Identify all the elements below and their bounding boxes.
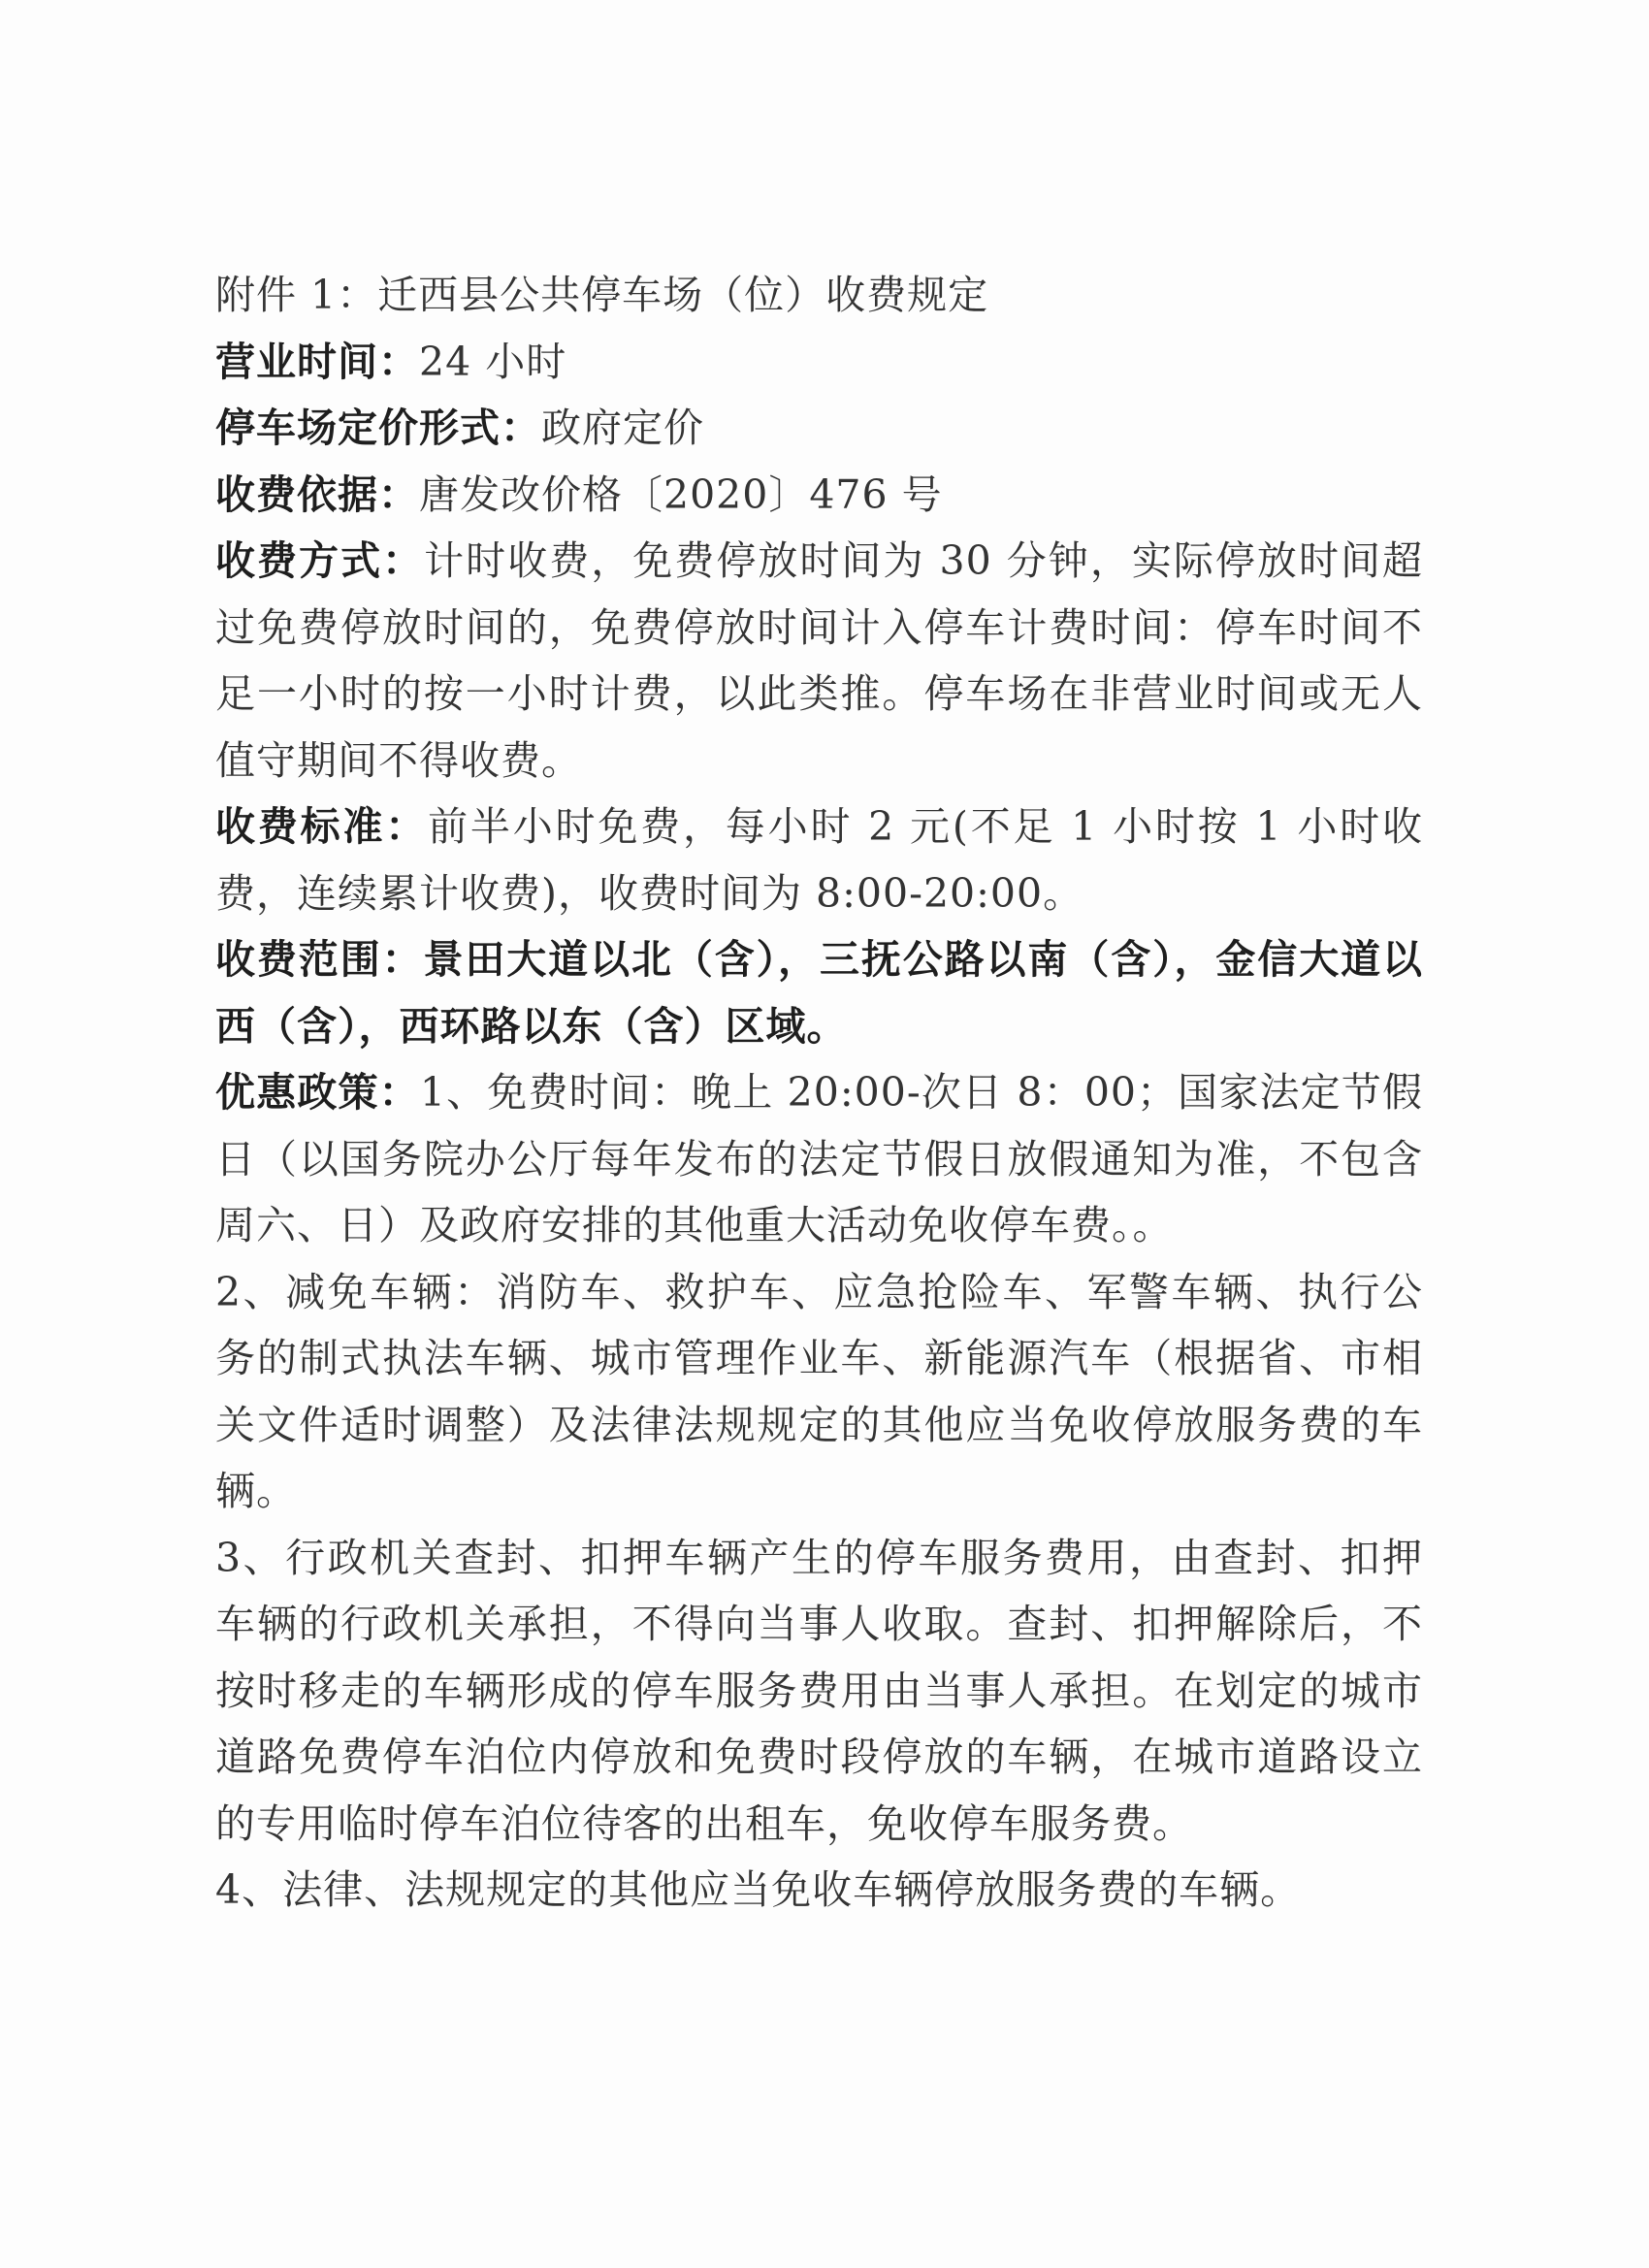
preferential-policy-item-2 (215, 1259, 1423, 1525)
pricing-form-line (215, 395, 1423, 462)
preferential-policy-item-1-text: 1、免费时间：晚上 20:00-次日 8：00；国家法定节假日（以国务院办公厅每年发布的法定节假日放假通知为准，不包含周六、日）及政府安排的其他重大活动免收停车费。。 (215, 1069, 1424, 1248)
business-hours-value: 24 小时 (419, 338, 567, 385)
charge-basis-line (215, 462, 1423, 529)
pricing-form-label: 停车场定价形式： (215, 405, 541, 451)
business-hours-label: 营业时间： (215, 338, 419, 385)
preferential-policy-item-2-text: 2、减免车辆：消防车、救护车、应急抢险车、军警车辆、执行公务的制式执法车辆、城市管理作业车、新能源汽车（根据省、市相关文件适时调整）及法律法规规定的其他应当免收停放服务费的车辆。 (215, 1268, 1423, 1514)
charge-standard-paragraph (215, 794, 1423, 926)
preferential-policy-item-4-text: 4、法律、法规规定的其他应当免收车辆停放服务费的车辆。 (215, 1866, 1302, 1913)
charge-basis-value: 唐发改价格〔2020〕476 号 (419, 470, 943, 518)
business-hours-line (215, 329, 1423, 396)
charge-method-value: 计时收费，免费停放时间为 30 分钟，实际停放时间超过免费停放时间的，免费停放时间计入停车计费时间：停车时间不足一小时的按一小时计费，以此类推。停车场在非营业时间或无人值守期间不得收费。 (215, 537, 1424, 784)
title-text: 附件 1：迁西县公共停车场（位）收费规定 (215, 272, 989, 318)
preferential-policy-item-3-text: 3、行政机关查封、扣押车辆产生的停车服务费用，由查封、扣押车辆的行政机关承担，不得向当事人收取。查封、扣押解除后，不按时移走的车辆形成的停车服务费用由当事人承担。在划定的城市道路免费停车泊位内停放和免费时段停放的车辆，在城市道路设立的专用临时停车泊位待客的出租车，免收停车服务费。 (215, 1534, 1423, 1847)
preferential-policy-item-4 (215, 1857, 1423, 1924)
preferential-policy-item-3 (215, 1525, 1423, 1858)
document-title (215, 262, 1423, 329)
charge-scope-label: 收费范围： (215, 936, 424, 983)
charge-basis-label: 收费依据： (215, 470, 419, 518)
charge-scope-value: 景田大道以北（含），三抚公路以南（含），金信大道以西（含），西环路以东（含）区域。 (215, 936, 1423, 1050)
charge-standard-value: 前半小时免费，每小时 2 元(不足 1 小时按 1 小时收费，连续累计收费)，收费时间为 8:00-20:00。 (215, 803, 1423, 917)
charge-scope-paragraph (215, 926, 1423, 1059)
charge-standard-label: 收费标准： (215, 803, 429, 850)
pricing-form-value: 政府定价 (541, 405, 704, 451)
document-body (215, 262, 1423, 1924)
charge-method-label: 收费方式： (215, 537, 425, 584)
charge-method-paragraph (215, 528, 1423, 794)
preferential-policy-item-1 (215, 1059, 1423, 1259)
preferential-policy-label: 优惠政策： (215, 1069, 420, 1116)
